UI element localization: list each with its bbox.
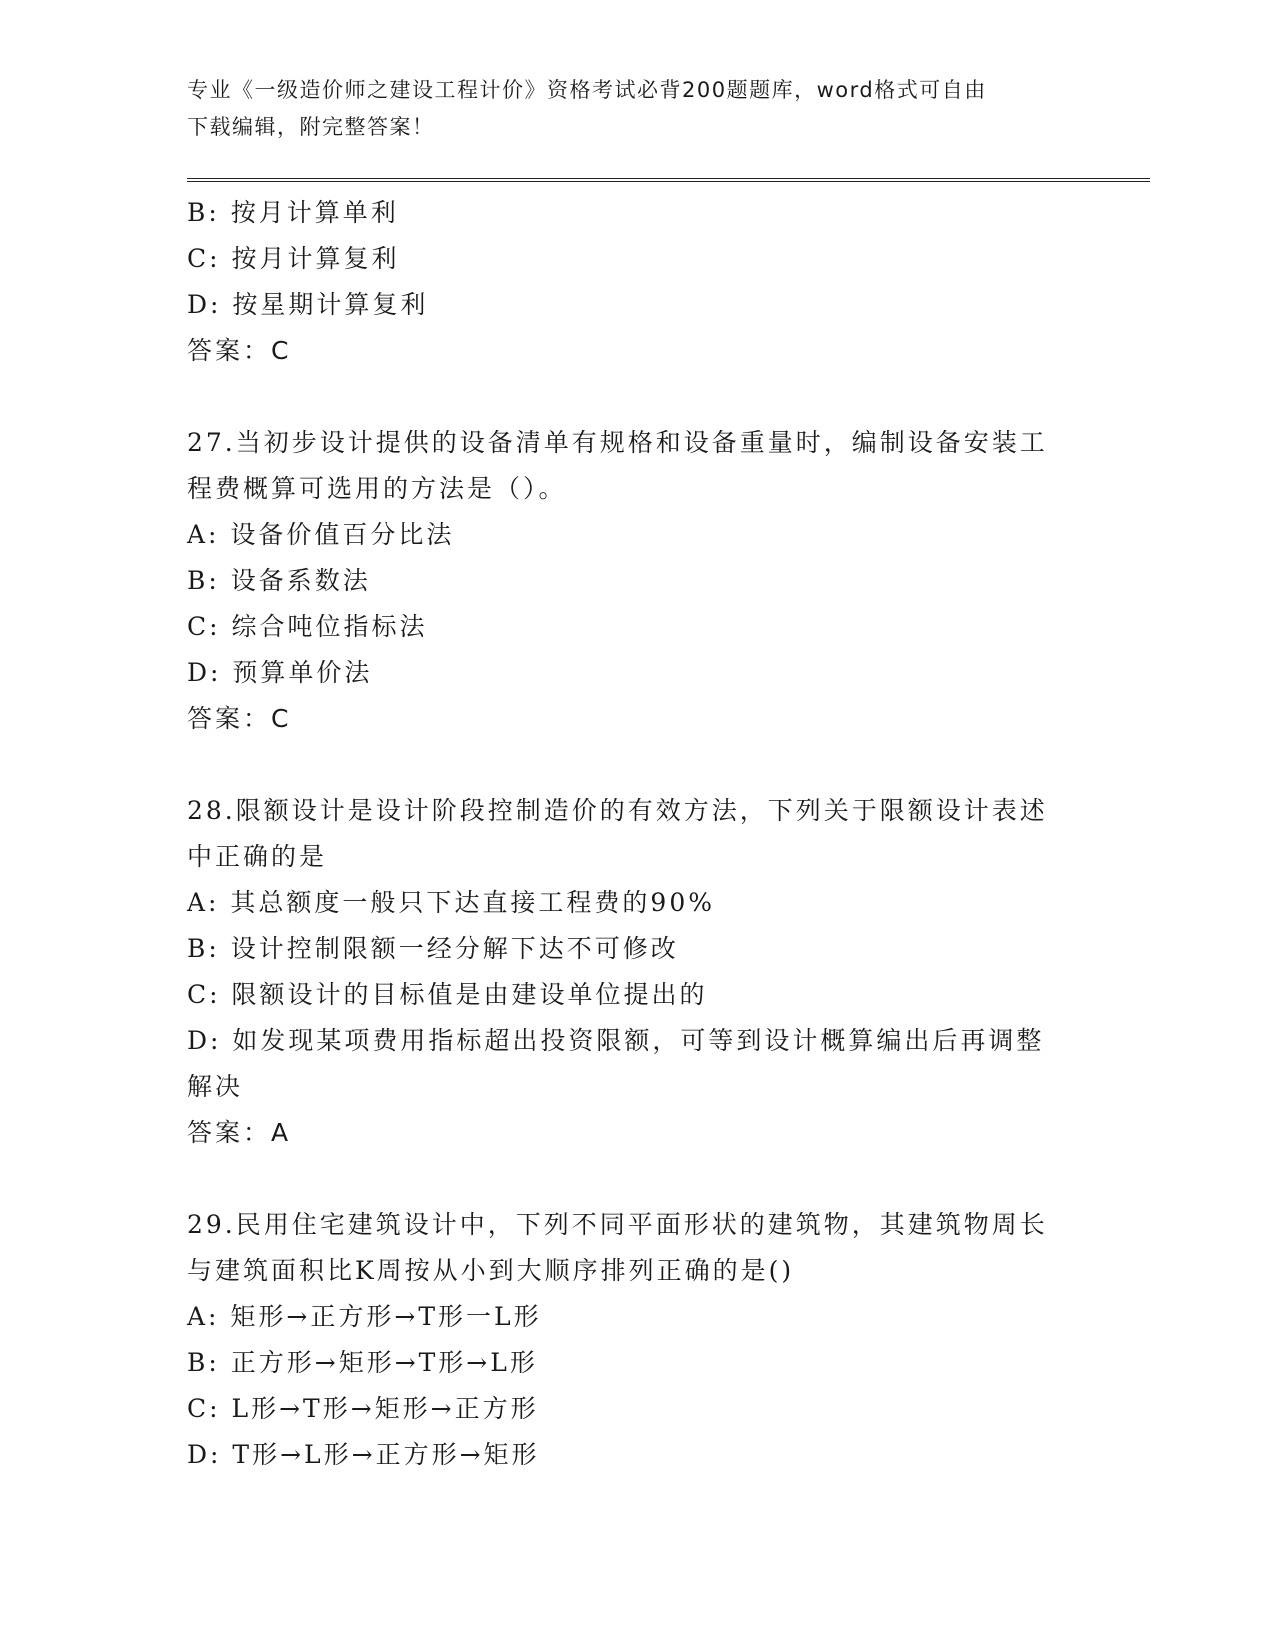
- option-b: B: 按月计算单利: [187, 198, 399, 227]
- option-d: D: 预算单价法: [187, 658, 373, 687]
- option-a: A: 其总额度一般只下达直接工程费的90%: [187, 888, 715, 917]
- spacer: [187, 1156, 1087, 1202]
- question-stem: 27.当初步设计提供的设备清单有规格和设备重量时，编制设备安装工: [187, 428, 1048, 457]
- option-a: A: 矩形→正方形→T形一L形: [187, 1302, 542, 1331]
- option-b: B: 设计控制限额一经分解下达不可修改: [187, 934, 679, 963]
- question-stem: 29.民用住宅建筑设计中，下列不同平面形状的建筑物，其建筑物周长: [187, 1210, 1048, 1239]
- spacer: [187, 742, 1087, 788]
- header-line-1: 专业《一级造价师之建设工程计价》资格考试必背200题题库，word格式可自由: [187, 78, 987, 102]
- option-c: C: L形→T形→矩形→正方形: [187, 1394, 539, 1423]
- answer: 答案：C: [187, 704, 292, 733]
- answer: 答案：A: [187, 1118, 292, 1147]
- page-header: [187, 72, 1087, 146]
- spacer: [187, 374, 1087, 420]
- question-stem: 程费概算可选用的方法是（）。: [187, 474, 567, 503]
- option-a: A: 设备价值百分比法: [187, 520, 455, 549]
- header-divider: [187, 178, 1150, 182]
- question-stem: 28.限额设计是设计阶段控制造价的有效方法，下列关于限额设计表述: [187, 796, 1048, 825]
- question-stem: 与建筑面积比K周按从小到大顺序排列正确的是(): [187, 1256, 795, 1285]
- option-d: D: 按星期计算复利: [187, 290, 429, 319]
- question-26-tail: [187, 190, 1087, 374]
- option-b: B: 设备系数法: [187, 566, 371, 595]
- question-content: [187, 190, 1087, 1478]
- answer: 答案：C: [187, 336, 292, 365]
- question-stem: 中正确的是: [187, 842, 328, 871]
- option-d: D: 如发现某项费用指标超出投资限额，可等到设计概算编出后再调整: [187, 1026, 1045, 1055]
- header-line-2: 下载编辑，附完整答案！: [187, 115, 435, 139]
- question-29: [187, 1202, 1087, 1478]
- option-d: D: T形→L形→正方形→矩形: [187, 1440, 540, 1469]
- question-28: [187, 788, 1087, 1156]
- option-d-continuation: 解决: [187, 1072, 244, 1101]
- option-c: C: 综合吨位指标法: [187, 612, 428, 641]
- option-b: B: 正方形→矩形→T形→L形: [187, 1348, 538, 1377]
- question-27: [187, 420, 1087, 742]
- option-c: C: 限额设计的目标值是由建设单位提出的: [187, 980, 708, 1009]
- option-c: C: 按月计算复利: [187, 244, 400, 273]
